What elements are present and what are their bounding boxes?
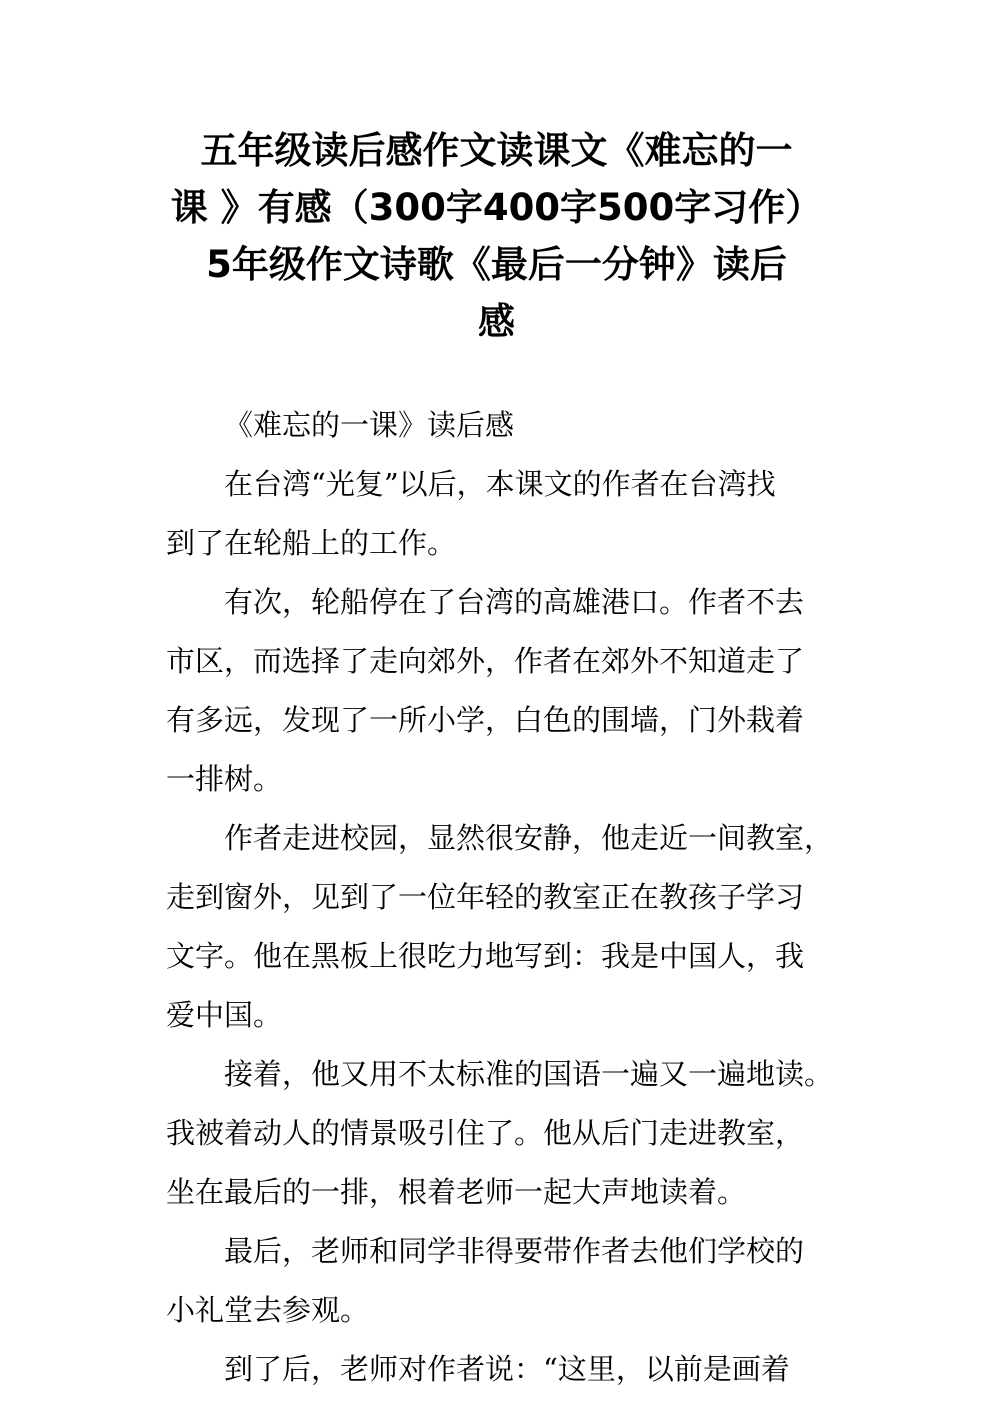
text-line: 走到窗外，见到了一位年轻的教室正在教孩子学习 <box>166 880 805 914</box>
text-line: 到了在轮船上的工作。 <box>166 526 457 560</box>
text-line: 市区，而选择了走向郊外，作者在郊外不知道走了 <box>166 644 805 678</box>
text-line: 到了后，老师对作者说：“这里，以前是画着 <box>224 1352 790 1386</box>
text-line: 有次，轮船停在了台湾的高雄港口。作者不去 <box>224 585 805 619</box>
paragraph <box>166 455 846 573</box>
text-line: 小礼堂去参观。 <box>166 1293 370 1327</box>
paragraph <box>166 1340 846 1399</box>
text-line: 在台湾“光复”以后，本课文的作者在台湾找 <box>224 467 776 501</box>
document-body <box>166 396 846 1399</box>
title-line: 课 》有感（300字400字500字习作） <box>170 186 823 229</box>
title-line: 5年级作文诗歌《最后一分钟》读后 <box>206 243 787 286</box>
paragraph <box>166 809 846 1045</box>
paragraph <box>166 1222 846 1340</box>
text-line: 接着，他又用不太标准的国语一遍又一遍地读。 <box>224 1057 834 1091</box>
paragraph <box>166 573 846 809</box>
text-line: 作者走进校园，显然很安静，他走近一间教室， <box>224 821 834 855</box>
text-line: 爱中国。 <box>166 998 283 1032</box>
document-title <box>120 122 873 350</box>
text-line: 有多远，发现了一所小学，白色的围墙，门外栽着 <box>166 703 805 737</box>
text-line: 文字。他在黑板上很吃力地写到：我是中国人，我 <box>166 939 805 973</box>
text-line: 最后，老师和同学非得要带作者去他们学校的 <box>224 1234 805 1268</box>
subtitle-paragraph <box>166 396 846 455</box>
text-line: 《难忘的一课》读后感 <box>224 408 515 442</box>
text-line: 坐在最后的一排，根着老师一起大声地读着。 <box>166 1175 747 1209</box>
paragraph <box>166 1045 846 1222</box>
title-line: 五年级读后感作文读课文《难忘的一 <box>200 129 793 172</box>
title-line: 感 <box>478 300 515 343</box>
text-line: 一排树。 <box>166 762 283 796</box>
text-line: 我被着动人的情景吸引住了。他从后门走进教室， <box>166 1116 805 1150</box>
